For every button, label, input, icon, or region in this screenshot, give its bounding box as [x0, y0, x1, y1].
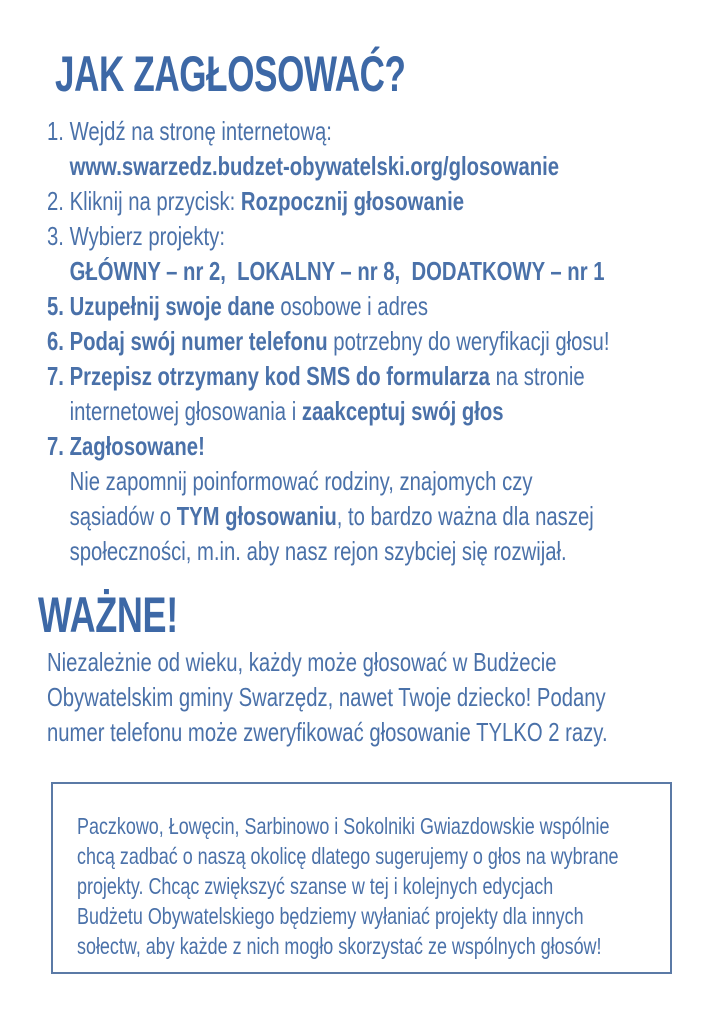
item-line-projects	[70, 254, 718, 289]
text-segment: sąsiadów o	[69, 501, 177, 531]
info-box	[51, 782, 672, 974]
text-segment: społeczności, m.in. aby nasz rejon szybciej się rozwijał.	[69, 536, 567, 566]
info-box-line: chcą zadbać o naszą okolicę dlatego sugerujemy o głos na wybrane	[77, 843, 619, 869]
item-number: 1.	[47, 116, 64, 146]
item-line	[70, 184, 718, 219]
item-text	[70, 429, 718, 569]
list-item	[47, 184, 718, 219]
text-segment: Podaj swój numer telefonu	[69, 326, 328, 356]
item-text	[70, 219, 718, 289]
item-text	[70, 324, 718, 359]
item-line	[70, 219, 718, 254]
text-segment: internetowej głosowania i	[69, 396, 302, 426]
item-text	[70, 289, 718, 324]
item-line	[70, 394, 718, 429]
item-number: 5.	[47, 291, 64, 321]
text-segment: Zagłosowane!	[69, 431, 205, 461]
item-number: 6.	[47, 326, 64, 356]
wazne-title: WAŻNE!	[38, 587, 178, 643]
text-segment: Kliknij na przycisk:	[69, 186, 241, 216]
item-number: 7.	[47, 361, 64, 391]
paragraph-line: Niezależnie od wieku, każdy może głosować w Budżecie	[47, 647, 557, 677]
item-text	[70, 114, 718, 184]
item-line-url	[70, 149, 718, 184]
item-line	[70, 499, 718, 534]
howto-list	[47, 114, 702, 569]
item-line	[70, 114, 718, 149]
text-segment: Wejdź na stronę internetową:	[69, 116, 332, 146]
paragraph-line: Obywatelskim gminy Swarzędz, nawet Twoje dziecko! Podany	[47, 682, 606, 712]
item-text	[70, 359, 718, 429]
list-item	[47, 289, 718, 324]
text-segment: Nie zapomnij poinformować rodziny, znajomych czy	[69, 466, 533, 496]
vote-url-text: www.swarzedz.budzet-obywatelski.org/glosowanie	[69, 151, 560, 181]
list-item	[47, 219, 718, 289]
item-line	[70, 324, 718, 359]
list-item	[47, 114, 718, 184]
info-box-line: Paczkowo, Łowęcin, Sarbinowo i Sokolniki Gwiazdowskie wspólnie	[77, 813, 610, 839]
howto-title: JAK ZAGŁOSOWAĆ?	[55, 46, 406, 102]
list-item	[47, 324, 718, 359]
text-segment: TYM głosowaniu	[176, 501, 337, 531]
item-line	[70, 289, 718, 324]
text-segment: Uzupełnij swoje dane	[69, 291, 275, 321]
text-segment: Rozpocznij głosowanie	[240, 186, 465, 216]
item-line	[70, 429, 718, 464]
text-segment: Przepisz otrzymany kod SMS do formularza	[69, 361, 490, 391]
item-line	[70, 464, 718, 499]
text-segment: na stronie	[489, 361, 585, 391]
item-line	[70, 359, 718, 394]
item-number: 7.	[47, 431, 64, 461]
item-number: 2.	[47, 186, 64, 216]
info-box-line: Budżetu Obywatelskiego będziemy wyłaniać projekty dla innych	[77, 903, 584, 929]
text-segment: potrzebny do weryfikacji głosu!	[327, 326, 610, 356]
list-item	[47, 359, 718, 429]
info-box-line: projekty. Chcąc zwiększyć szanse w tej i kolejnych edycjach	[77, 873, 554, 899]
text-segment: zaakceptuj swój głos	[301, 396, 504, 426]
text-segment: osobowe i adres	[274, 291, 429, 321]
info-box-line: sołectw, aby każde z nich mogło skorzystać ze wspólnych głosów!	[77, 933, 602, 959]
list-item	[47, 429, 718, 569]
text-segment: Wybierz projekty:	[69, 221, 225, 251]
item-text	[70, 184, 718, 219]
text-segment: , to bardzo ważna dla naszej	[336, 501, 594, 531]
item-number: 3.	[47, 221, 64, 251]
paragraph-line: numer telefonu może zweryfikować głosowanie TYLKO 2 razy.	[47, 717, 608, 747]
wazne-paragraph	[47, 645, 702, 750]
text-segment: GŁÓWNY – nr 2, LOKALNY – nr 8, DODATKOWY – nr 1	[69, 256, 605, 286]
item-line	[70, 534, 718, 569]
